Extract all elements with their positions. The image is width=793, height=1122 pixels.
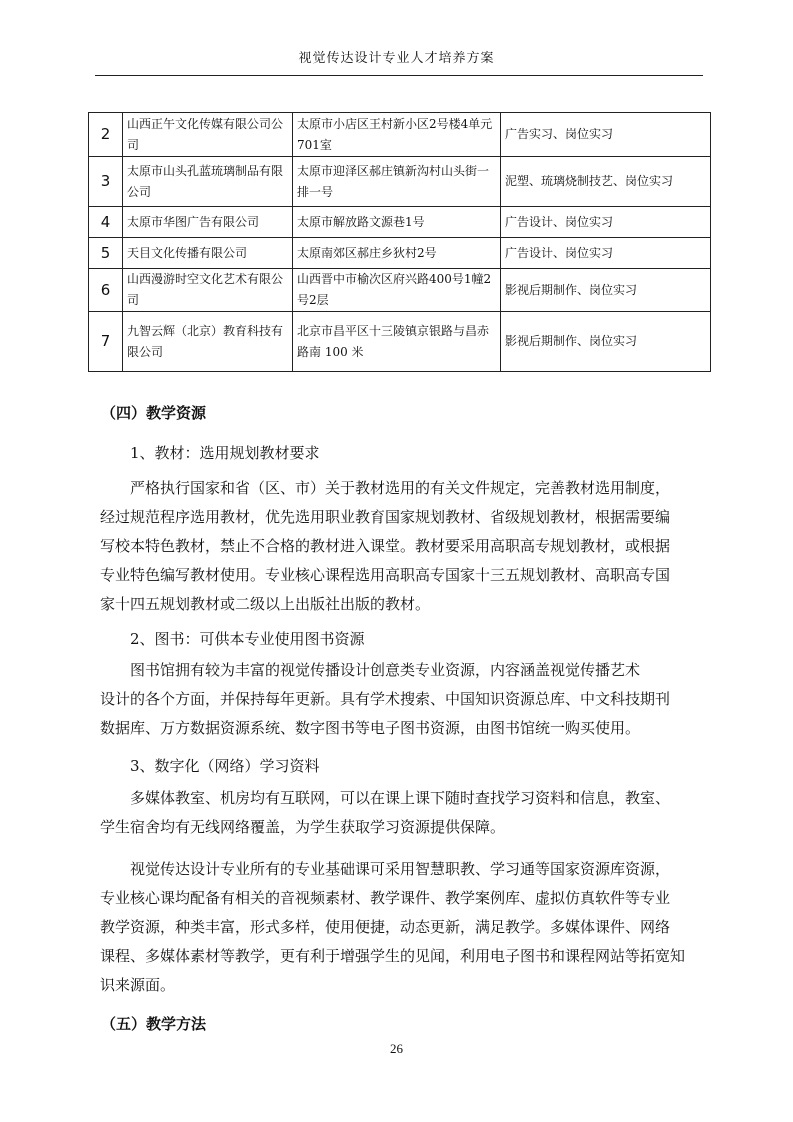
paragraph-line: 设计的各个方面，并保持每年更新。具有学术搜索、中国知识资源总库、中文科技期刊 [100, 690, 671, 708]
row-number: 5 [89, 238, 123, 269]
row-number: 7 [89, 312, 123, 372]
paragraph-line: 家十四五规划教材或二级以上出版社出版的教材。 [100, 595, 431, 613]
paragraph-line: 课程、多媒体素材等教学，更有利于增强学生的见闻，利用电子图书和课程网站等拓宽知 [100, 947, 686, 965]
paragraph-line: 经过规范程序选用教材，优先选用职业教育国家规划教材、省级规划教材，根据需要编 [100, 508, 671, 526]
positions-cell: 广告设计、岗位实习 [501, 207, 711, 238]
item2-title: 2、图书：可供本专业使用图书资源 [130, 630, 365, 648]
company-name-cell: 太原市山头孔蓝琉璃制品有限公司 [123, 157, 293, 207]
header-divider [95, 75, 703, 76]
positions-cell: 影视后期制作、岗位实习 [501, 269, 711, 312]
item3-title: 3、数字化（网络）学习资料 [130, 757, 320, 775]
item3-paragraph [100, 784, 700, 842]
row-number: 6 [89, 269, 123, 312]
positions-cell: 广告设计、岗位实习 [501, 238, 711, 269]
paragraph-line: 教学资源，种类丰富，形式多样，使用便捷，动态更新，满足教学。多媒体课件、网络 [100, 918, 671, 936]
address-cell: 太原市解放路文源巷1号 [293, 207, 501, 238]
paragraph-line: 专业特色编写教材使用。专业核心课程选用高职高专国家十三五规划教材、高职高专国 [100, 566, 671, 584]
row-number: 4 [89, 207, 123, 238]
company-name-cell: 九智云辉（北京）教育科技有限公司 [123, 312, 293, 372]
section-heading-teaching-methods: （五）教学方法 [101, 1015, 207, 1033]
paragraph-line: 严格执行国家和省（区、市）关于教材选用的有关文件规定，完善教材选用制度， [130, 479, 671, 497]
row-number: 2 [89, 113, 123, 157]
address-cell: 太原市迎泽区郝庄镇新沟村山头街一排一号 [293, 157, 501, 207]
table-row [89, 113, 711, 157]
paragraph-line: 识来源面。 [100, 976, 176, 994]
item2-paragraph [100, 656, 700, 743]
table-row [89, 238, 711, 269]
section-heading-teaching-resources: （四）教学资源 [101, 404, 207, 422]
paragraph-line: 图书馆拥有较为丰富的视觉传播设计创意类专业资源，内容涵盖视觉传播艺术 [130, 661, 641, 679]
company-name-cell: 山西正午文化传媒有限公司公司 [123, 113, 293, 157]
row-number: 3 [89, 157, 123, 207]
page-header-title: 视觉传达设计专业人才培养方案 [298, 51, 495, 66]
table-row [89, 157, 711, 207]
paragraph-line: 视觉传达设计专业所有的专业基础课可采用智慧职教、学习通等国家资源库资源， [130, 860, 671, 878]
paragraph-line: 写校本特色教材，禁止不合格的教材进入课堂。教材要采用高职高专规划教材，或根据 [100, 537, 671, 555]
positions-cell: 影视后期制作、岗位实习 [501, 312, 711, 372]
positions-cell: 泥塑、琉璃烧制技艺、岗位实习 [501, 157, 711, 207]
table-row [89, 207, 711, 238]
paragraph-line: 专业核心课均配备有相关的音视频素材、教学课件、教学案例库、虚拟仿真软件等专业 [100, 889, 671, 907]
address-cell: 太原南郊区郝庄乡狄村2号 [293, 238, 501, 269]
closing-paragraph [100, 855, 700, 1000]
page-number: 26 [390, 1041, 403, 1056]
address-cell: 山西晋中市榆次区府兴路400号1幢2号2层 [293, 269, 501, 312]
company-name-cell: 太原市华图广告有限公司 [123, 207, 293, 238]
paragraph-line: 学生宿舍均有无线网络覆盖，为学生获取学习资源提供保障。 [100, 818, 506, 836]
table-row [89, 269, 711, 312]
paragraph-line: 数据库、万方数据资源系统、数字图书等电子图书资源，由图书馆统一购买使用。 [100, 719, 641, 737]
positions-cell: 广告实习、岗位实习 [501, 113, 711, 157]
paragraph-line: 多媒体教室、机房均有互联网，可以在课上课下随时查找学习资料和信息，教室、 [130, 789, 671, 807]
item1-title: 1、教材：选用规划教材要求 [130, 444, 320, 462]
address-cell: 北京市昌平区十三陵镇京银路与昌赤路南 100 米 [293, 312, 501, 372]
company-name-cell: 山西漫游时空文化艺术有限公司 [123, 269, 293, 312]
address-cell: 太原市小店区王村新小区2号楼4单元701室 [293, 113, 501, 157]
company-name-cell: 天目文化传播有限公司 [123, 238, 293, 269]
item1-paragraph [100, 474, 700, 619]
table-row [89, 312, 711, 372]
partner-company-table [88, 112, 711, 372]
